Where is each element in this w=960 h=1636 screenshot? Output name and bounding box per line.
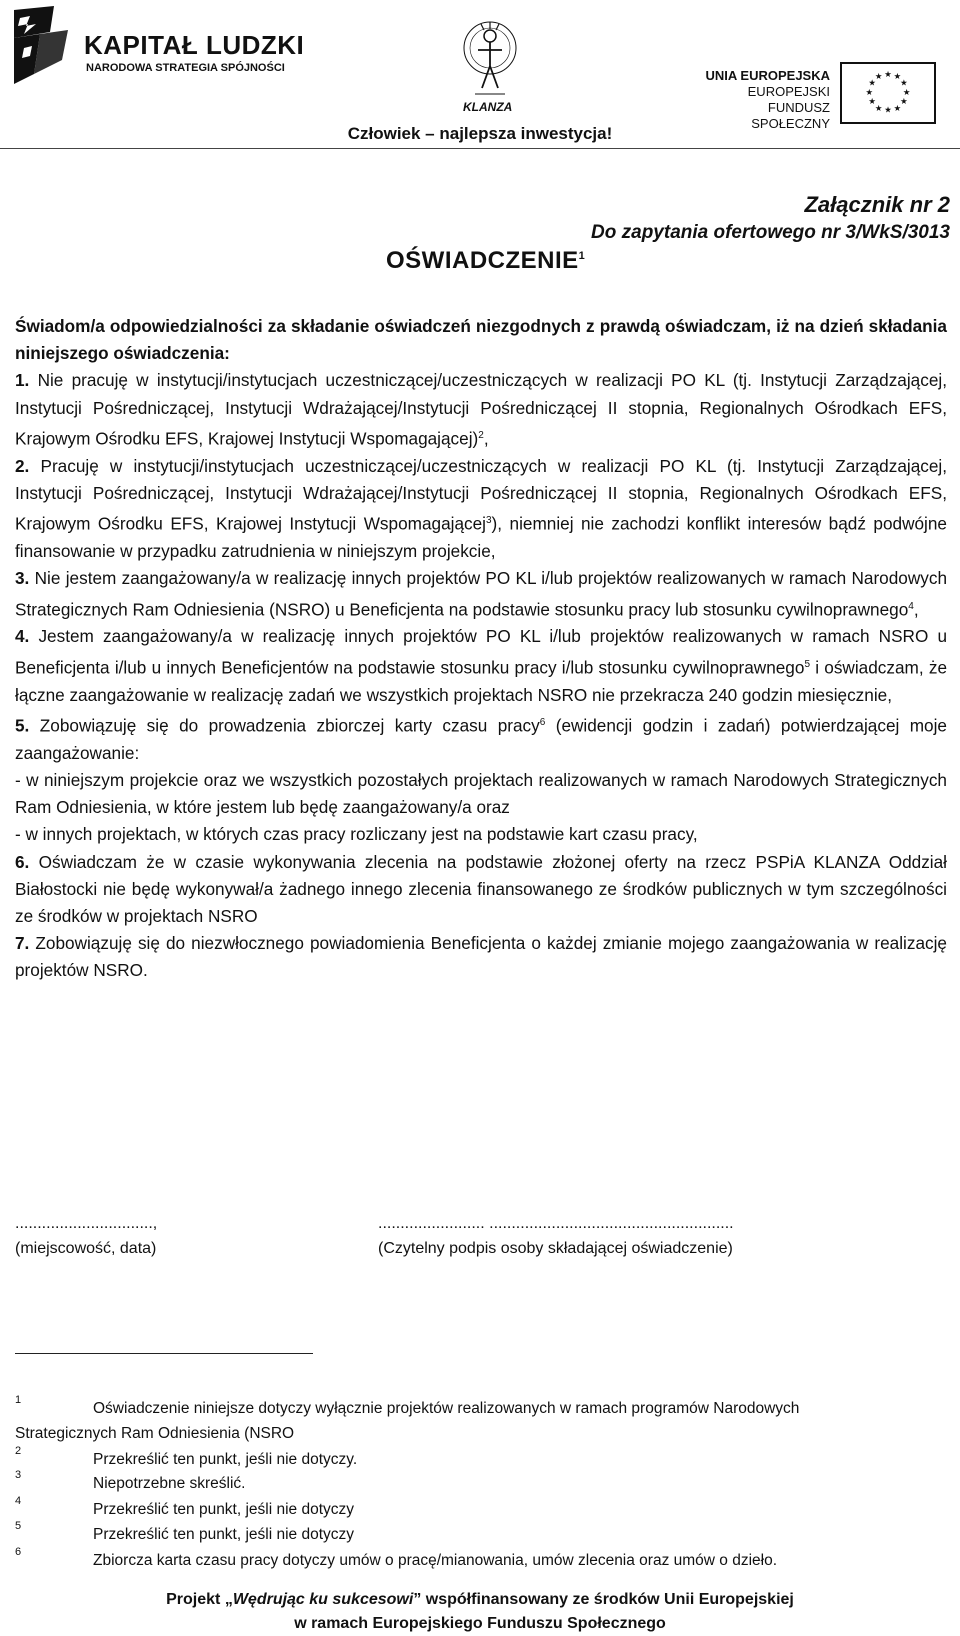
kapital-ludzki-subtitle: NARODOWA STRATEGIA SPÓJNOŚCI xyxy=(86,62,285,74)
svg-text:★: ★ xyxy=(868,96,876,107)
item-number: 7. xyxy=(15,933,30,954)
footnote-ref: 2 xyxy=(478,429,484,441)
declaration-item-7 xyxy=(15,930,947,984)
svg-text:★: ★ xyxy=(874,102,883,113)
footnote-text: Zbiorcza karta czasu pracy dotyczy umów o pracę/mianowania, umów zlecenia oraz umów o dzieło. xyxy=(93,1552,778,1569)
declaration-item-4 xyxy=(15,623,947,708)
item-text: Jestem zaangażowany/a w realizację innych projektów PO KL i/lub projektów realizowanych w ramach NSRO u Beneficjenta i/lub u innych Beneficjentów na podstawie stosunku pracy i/lub stosunku cywilnoprawnego xyxy=(15,626,947,678)
item-number: 1. xyxy=(15,370,30,391)
svg-text:★: ★ xyxy=(865,86,874,97)
footnote-separator xyxy=(15,1353,313,1354)
eu-text xyxy=(700,68,830,132)
footnote-number: 5 xyxy=(15,1520,22,1532)
declaration-body xyxy=(15,313,947,985)
item-text: Oświadczam że w czasie wykonywania zlecenia na podstawie złożonej oferty na rzecz PSPiA KLANZA Oddział Białostocki nie będę wykonywał/a żadnego innego zlecenia finansowanego ze środków publicznych w tym szczególności ze środków w projektach NSRO xyxy=(15,851,947,926)
klanza-figure-icon xyxy=(445,18,535,104)
eu-line-1: UNIA EUROPEJSKA xyxy=(705,68,830,83)
item-text: Nie pracuję w instytucji/instytucjach uczestniczącej/uczestniczących w realizacji PO KL (tj. Instytucji Zarządzającej, Instytucji Pośredniczącej, Instytucji Wdrażającej/Instytucji Pośredniczącej II stopnia, Regionalnych Ośrodkach EFS, Krajowym Ośrodku EFS, Krajowej Instytucji Wspomagającej) xyxy=(15,370,947,449)
svg-text:★: ★ xyxy=(900,96,908,107)
svg-text:★: ★ xyxy=(884,69,892,80)
footnote-text: Przekreślić ten punkt, jeśli nie dotyczy xyxy=(93,1501,355,1518)
footnote-ref: 4 xyxy=(908,600,914,612)
footnote-text: Niepotrzebne skreślić. xyxy=(93,1475,246,1492)
tagline: Człowiek – najlepsza inwestycja! xyxy=(347,124,613,143)
footnote-number: 3 xyxy=(15,1469,22,1481)
eu-line-3: FUNDUSZ SPOŁECZNY xyxy=(751,100,830,131)
svg-text:★: ★ xyxy=(902,86,911,97)
item-number: 2. xyxy=(15,455,30,476)
eu-flag-icon xyxy=(840,62,936,124)
svg-text:★: ★ xyxy=(893,70,902,81)
item-number: 6. xyxy=(15,851,30,872)
item-tail: , xyxy=(913,599,919,620)
place-date-label: (miejscowość, data) xyxy=(15,1240,157,1257)
footer-line-1 xyxy=(0,1588,960,1612)
item-text: Pracuję w instytucji/instytucjach uczestniczącej/uczestniczących w realizacji PO KL (tj. Instytucji Zarządzającej, Instytucji Pośredniczącej, Instytucji Wdrażającej/Instytucji Pośredniczącej II stopnia, Regionalnych Ośrodkach EFS, Krajowym Ośrodku EFS, Krajowej Instytucji Wspomagającej xyxy=(15,455,947,534)
kapital-ludzki-flag-icon xyxy=(10,4,74,88)
annex-subtitle: Do zapytania ofertowego nr 3/WkS/3013 xyxy=(591,222,950,243)
page-footer xyxy=(0,1588,960,1636)
eu-line-2: EUROPEJSKI xyxy=(747,84,830,99)
signature-label: (Czytelny podpis osoby składającej oświadczenie) xyxy=(378,1240,733,1257)
declaration-item-1 xyxy=(15,367,947,452)
footnote-number: 6 xyxy=(15,1546,22,1558)
item-tail: , xyxy=(483,428,489,449)
item-number: 5. xyxy=(15,715,30,736)
declaration-dash-1: - w niniejszym projekcie oraz we wszystkich pozostałych projektach realizowanych w ramach Narodowych Strategicznych Ram Odniesienia, w które jestem lub będę zaangażowany/a oraz xyxy=(15,769,947,818)
footnote-text: Przekreślić ten punkt, jeśli nie dotyczy xyxy=(93,1526,355,1543)
declaration-item-3 xyxy=(15,565,947,623)
svg-text:★: ★ xyxy=(900,77,908,88)
footnote-number: 4 xyxy=(15,1495,22,1507)
svg-text:★: ★ xyxy=(893,102,902,113)
place-date-line: ..............................., xyxy=(15,1215,158,1232)
footer-suffix: ” współfinansowany ze środków Unii Europejskiej xyxy=(413,1591,794,1608)
signature-line: ........................ ....................................................... xyxy=(378,1215,734,1232)
svg-text:★: ★ xyxy=(868,77,876,88)
annex-title: Załącznik nr 2 xyxy=(804,192,950,217)
footnote-1-continuation: Strategicznych Ram Odniesienia (NSRO xyxy=(15,1425,295,1442)
declaration-intro: Świadom/a odpowiedzialności za składanie oświadczeń niezgodnych z prawdą oświadczam, iż na dzień składania niniejszego oświadczenia: xyxy=(15,316,947,364)
declaration-item-2 xyxy=(15,453,947,566)
header-divider xyxy=(0,148,960,149)
item-text: Zobowiązuję się do prowadzenia zbiorczej karty czasu pracy xyxy=(29,715,540,736)
declaration-item-5 xyxy=(15,709,947,767)
footnote-number: 1 xyxy=(15,1394,22,1406)
item-number: 3. xyxy=(15,568,30,589)
declaration-dash-2: - w innych projektach, w których czas pracy rozliczany jest na podstawie kart czasu pracy, xyxy=(15,824,698,845)
item-text: Nie jestem zaangażowany/a w realizację innych projektów PO KL i/lub projektów realizowanych w ramach Narodowych Strategicznych Ram Odniesienia (NSRO) u Beneficjenta na podstawie stosunku pracy lub stosunku cywilnoprawnego xyxy=(15,568,947,620)
footer-line-2: w ramach Europejskiego Funduszu Społecznego xyxy=(294,1615,666,1632)
footnote-ref: 6 xyxy=(539,716,546,728)
footnote-text: Oświadczenie niniejsze dotyczy wyłącznie projektów realizowanych w ramach programów Narodowych xyxy=(93,1400,800,1417)
svg-text:★: ★ xyxy=(884,104,892,115)
item-tail: i oświadczam, że łączne zaangażowanie w realizację zadań we wszystkich projektach NSRO nie przekracza 240 godzin miesięcznie, xyxy=(15,657,948,705)
klanza-logo xyxy=(445,18,535,118)
svg-text:★: ★ xyxy=(874,70,883,81)
item-tail: (ewidencji godzin i zadań) potwierdzającej moje zaangażowanie: xyxy=(15,715,947,763)
kapital-ludzki-logo xyxy=(10,4,305,94)
item-tail: ), niemniej nie zachodzi konflikt interesów bądź podwójne finansowanie w przypadku zatrudnienia w niniejszym projekcie, xyxy=(15,513,947,562)
item-text: Zobowiązuję się do niezwłocznego powiadomienia Beneficjenta o każdej zmianie mojego zaangażowania w realizację projektów NSRO. xyxy=(15,933,947,981)
eu-logo xyxy=(700,58,955,131)
footer-prefix: Projekt „ xyxy=(166,1591,233,1608)
document-title-text: OŚWIADCZENIE xyxy=(386,247,579,274)
footer-project-name: Wędrując ku sukcesowi xyxy=(232,1591,414,1608)
footnote-text: Przekreślić ten punkt, jeśli nie dotyczy. xyxy=(93,1451,358,1468)
kapital-ludzki-title: KAPITAŁ LUDZKI xyxy=(84,30,305,60)
title-footnote-ref: 1 xyxy=(578,250,586,262)
footnote-number: 2 xyxy=(15,1445,22,1457)
footnote-ref: 3 xyxy=(485,515,492,527)
declaration-item-6 xyxy=(15,849,947,931)
document-title xyxy=(386,247,585,275)
footnote-ref: 5 xyxy=(804,658,810,670)
item-number: 4. xyxy=(15,626,30,647)
klanza-label: KLANZA xyxy=(463,100,513,114)
